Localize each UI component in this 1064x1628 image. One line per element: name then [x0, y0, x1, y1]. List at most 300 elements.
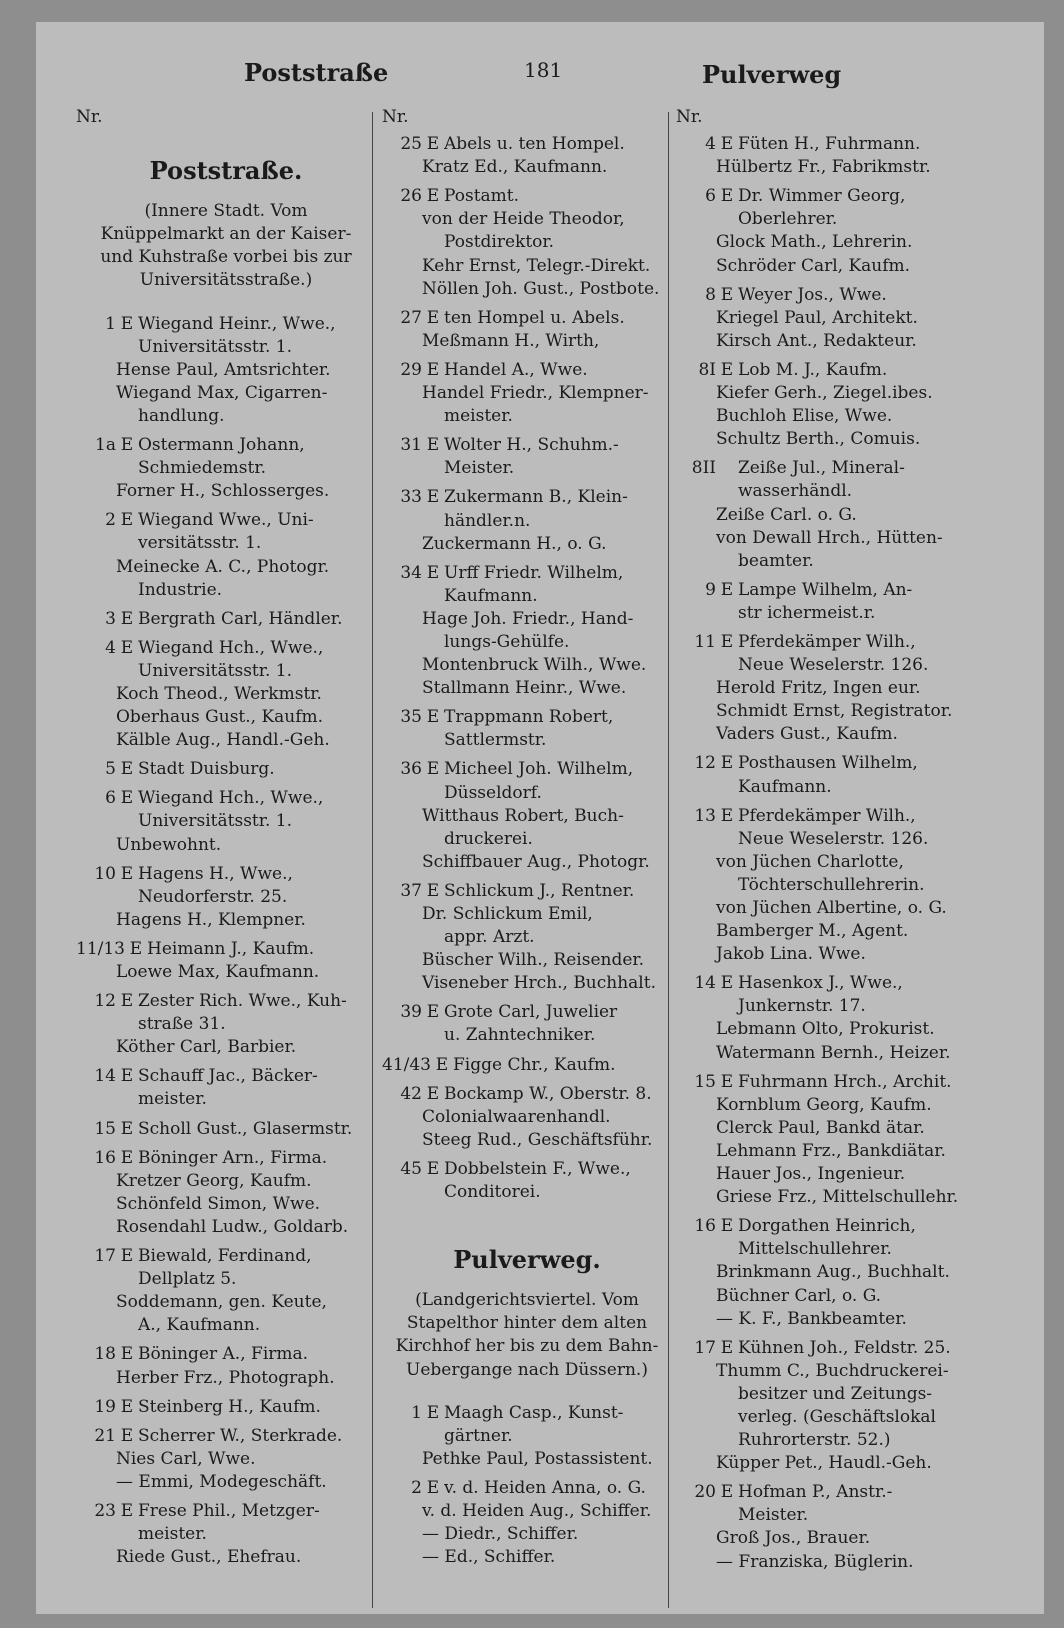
additional-resident: Pethke Paul, Postassistent. — [422, 1448, 653, 1469]
entry-marker: E — [720, 1071, 734, 1092]
address-entry — [382, 486, 672, 555]
additional-resident: Viseneber Hrch., Buchhalt. — [422, 973, 656, 994]
additional-resident: Büscher Wilh., Reisender. — [422, 950, 645, 971]
entry-head — [676, 579, 1010, 602]
entry-continuation: str ichermeist.r. — [738, 602, 876, 623]
house-number: 20 — [694, 1482, 716, 1503]
entry-marker: E — [120, 1500, 134, 1521]
additional-resident: Thumm C., Buchdruckerei- — [716, 1360, 949, 1381]
address-entry — [76, 1118, 376, 1141]
resident-name: Wiegand Hch., Wwe., — [138, 788, 324, 809]
entry-head — [76, 1396, 376, 1419]
resident-name: Böninger Arn., Firma. — [138, 1147, 328, 1168]
additional-resident: von Jüchen Charlotte, — [716, 851, 904, 872]
entry-marker: E — [426, 1477, 440, 1498]
additional-resident: von der Heide Theodor, — [422, 209, 625, 230]
entry-head — [76, 990, 376, 1013]
resident-name: Weyer Jos., Wwe. — [738, 284, 887, 305]
additional-resident: Köther Carl, Barbier. — [116, 1037, 297, 1058]
house-number: 23 — [94, 1500, 116, 1521]
entry-head — [382, 307, 672, 330]
entry-marker: E — [120, 1344, 134, 1365]
house-number: 1 — [411, 1402, 422, 1423]
house-number: 36 — [400, 759, 422, 780]
resident-name: Urff Friedr. Wilhelm, — [444, 562, 624, 583]
additional-resident: Schiffbauer Aug., Photogr. — [422, 851, 650, 872]
additional-resident: Kälble Aug., Handl.-Geh. — [116, 730, 330, 751]
entry-continuation: Neue Weselerstr. 126. — [738, 655, 929, 676]
additional-resident: Steeg Rud., Geschäftsführ. — [422, 1129, 653, 1150]
entry-marker: E — [426, 1083, 440, 1104]
entry-head — [76, 938, 376, 961]
address-entry — [382, 880, 672, 995]
entry-marker: E — [426, 186, 440, 207]
entry-head — [676, 457, 1010, 480]
additional-resident: Nöllen Joh. Gust., Postbote. — [422, 278, 660, 299]
house-number: 12 — [694, 753, 716, 774]
entry-marker: E — [720, 1216, 734, 1237]
address-entry — [76, 990, 376, 1059]
entry-head — [76, 787, 376, 810]
entry-continuation: Junkernstr. 17. — [738, 996, 866, 1017]
entry-marker: E — [426, 1158, 440, 1179]
entry-continuation: druckerei. — [444, 828, 533, 849]
nr-label: Nr. — [76, 107, 103, 127]
address-entry — [676, 1337, 1010, 1476]
entry-continuation: appr. Arzt. — [444, 927, 535, 948]
entry-head — [76, 1425, 376, 1448]
entry-marker: E — [720, 134, 734, 155]
additional-resident: Brinkmann Aug., Buchhalt. — [716, 1262, 950, 1283]
additional-resident: Handel Friedr., Klempner- — [422, 383, 649, 404]
house-number: 12 — [94, 991, 116, 1012]
additional-resident: Vaders Gust., Kaufm. — [716, 724, 898, 745]
entry-continuation: A., Kaufmann. — [138, 1315, 261, 1336]
house-number: 15 — [694, 1071, 716, 1092]
resident-name: Ostermann Johann, — [138, 435, 305, 456]
address-entry — [76, 758, 376, 781]
additional-resident: Herold Fritz, Ingen eur. — [716, 678, 921, 699]
entry-marker: E — [120, 1246, 134, 1267]
entry-marker: E — [120, 991, 134, 1012]
entry-head — [76, 1118, 376, 1141]
house-number: 9 — [705, 579, 716, 600]
address-entry — [676, 631, 1010, 746]
address-entry — [382, 1158, 672, 1204]
entry-continuation: gärtner. — [444, 1425, 513, 1446]
entry-continuation: beamter. — [738, 550, 814, 571]
entry-head — [676, 1071, 1010, 1094]
additional-resident: Kirsch Ant., Redakteur. — [716, 330, 917, 351]
resident-name: Scholl Gust., Glasermstr. — [138, 1118, 353, 1139]
house-number: 11 — [694, 631, 716, 652]
resident-name: Hasenkox J., Wwe., — [738, 973, 903, 994]
entry-head — [76, 1500, 376, 1523]
entry-marker: E — [720, 1337, 734, 1358]
entry-continuation: verleg. (Geschäftslokal — [738, 1406, 936, 1427]
entry-marker: E — [426, 1002, 440, 1023]
entry-head — [382, 706, 672, 729]
resident-name: Wiegand Heinr., Wwe., — [138, 313, 336, 334]
additional-resident: Montenbruck Wilh., Wwe. — [422, 655, 647, 676]
resident-name: Zester Rich. Wwe., Kuh- — [138, 991, 347, 1012]
additional-resident: Unbewohnt. — [116, 834, 222, 855]
house-number: 2 — [105, 510, 116, 531]
entry-head — [382, 1001, 672, 1024]
additional-resident: Kiefer Gerh., Ziegel.ibes. — [716, 383, 933, 404]
entry-marker: E — [720, 284, 734, 305]
entry-head — [676, 359, 1010, 382]
additional-resident: Jakob Lina. Wwe. — [716, 944, 866, 965]
entry-continuation: händler.n. — [444, 510, 531, 531]
additional-resident: Kornblum Georg, Kaufm. — [716, 1094, 932, 1115]
address-entry — [382, 133, 672, 179]
entry-continuation: Neudorferstr. 25. — [138, 886, 288, 907]
additional-resident: Witthaus Robert, Buch- — [422, 805, 624, 826]
address-entry — [76, 1065, 376, 1111]
column-1 — [76, 106, 376, 1575]
additional-resident: Zuckermann H., o. G. — [422, 533, 607, 554]
address-entry — [382, 185, 672, 300]
resident-name: Abels u. ten Hompel. — [444, 134, 625, 155]
address-entry — [76, 1343, 376, 1389]
entry-head — [382, 880, 672, 903]
additional-resident: — Emmi, Modegeschäft. — [116, 1471, 327, 1492]
entry-continuation: Meister. — [444, 458, 515, 479]
section-title-poststrasse: Poststraße. — [149, 156, 303, 186]
address-entry — [76, 863, 376, 932]
entry-continuation: wasserhändl. — [738, 481, 853, 502]
address-entry — [676, 284, 1010, 353]
entry-continuation: Universitätsstr. 1. — [138, 336, 293, 357]
house-number: 37 — [400, 880, 422, 901]
entry-continuation: Universitätsstr. 1. — [138, 811, 293, 832]
entry-head — [76, 434, 376, 457]
entry-continuation: Industrie. — [138, 579, 223, 600]
address-entry — [76, 313, 376, 428]
entry-list — [76, 313, 376, 1570]
additional-resident: Meßmann H., Wirth, — [422, 330, 600, 351]
entry-marker: E — [120, 313, 134, 334]
page-number: 181 — [524, 58, 563, 82]
entry-list — [676, 133, 1010, 1574]
additional-resident: Wiegand Max, Cigarren- — [116, 382, 328, 403]
entry-head — [76, 1147, 376, 1170]
entry-continuation: Kaufmann. — [444, 585, 538, 606]
entry-head — [382, 359, 672, 382]
additional-resident: Hage Joh. Friedr., Hand- — [422, 608, 634, 629]
additional-resident: von Dewall Hrch., Hütten- — [716, 527, 943, 548]
entry-marker: E — [426, 307, 440, 328]
house-number: 31 — [400, 435, 422, 456]
house-number: 8 — [705, 284, 716, 305]
entry-marker: E — [120, 788, 134, 809]
address-entry — [676, 805, 1010, 967]
entry-marker: E — [435, 1054, 449, 1075]
entry-continuation: lungs-Gehülfe. — [444, 631, 570, 652]
entry-marker — [716, 457, 738, 480]
house-number: 25 — [400, 134, 422, 155]
address-entry — [76, 637, 376, 752]
house-number: 16 — [94, 1147, 116, 1168]
entry-marker: E — [120, 1396, 134, 1417]
entry-head — [382, 434, 672, 457]
additional-resident: Riede Gust., Ehefrau. — [116, 1547, 302, 1568]
column-3 — [676, 106, 1010, 1580]
entry-head — [382, 133, 672, 156]
entry-marker: E — [426, 359, 440, 380]
entry-continuation: Neue Weselerstr. 126. — [738, 828, 929, 849]
address-entry — [676, 1071, 1010, 1210]
address-entry — [382, 1083, 672, 1152]
entry-head — [676, 1215, 1010, 1238]
house-number: 2 — [411, 1477, 422, 1498]
entry-head — [76, 1065, 376, 1088]
entry-marker: E — [120, 1066, 134, 1087]
additional-resident: Kehr Ernst, Telegr.-Direkt. — [422, 255, 651, 276]
house-number: 4 — [705, 134, 716, 155]
directory-page — [36, 22, 1044, 1614]
resident-name: Pferdekämper Wilh., — [738, 631, 916, 652]
house-number: 19 — [94, 1396, 116, 1417]
entry-continuation: Dellplatz 5. — [138, 1269, 237, 1290]
house-number: 6 — [705, 186, 716, 207]
additional-resident: Meinecke A. C., Photogr. — [116, 556, 330, 577]
address-entry — [382, 562, 672, 701]
house-number: 39 — [400, 1002, 422, 1023]
house-number: 17 — [694, 1337, 716, 1358]
additional-resident: v. d. Heiden Aug., Schiffer. — [422, 1500, 652, 1521]
entry-marker: E — [129, 938, 143, 959]
additional-resident: Colonialwaarenhandl. — [422, 1106, 611, 1127]
entry-head — [382, 1477, 672, 1500]
entry-continuation: Sattlermstr. — [444, 730, 547, 751]
address-entry — [382, 1477, 672, 1569]
additional-resident: — Franziska, Büglerin. — [716, 1551, 914, 1572]
address-entry — [676, 579, 1010, 625]
entry-continuation: Universitätsstr. 1. — [138, 660, 293, 681]
entry-continuation: Schmiedemstr. — [138, 458, 267, 479]
entry-marker: E — [120, 1147, 134, 1168]
entry-head — [676, 1481, 1010, 1504]
entry-marker: E — [120, 1425, 134, 1446]
nr-label: Nr. — [676, 107, 703, 127]
resident-name: Kühnen Joh., Feldstr. 25. — [738, 1337, 951, 1358]
address-entry — [676, 457, 1010, 572]
additional-resident: Griese Frz., Mittelschullehr. — [716, 1187, 959, 1208]
resident-name: Lampe Wilhelm, An- — [738, 579, 913, 600]
house-number: 41/43 — [382, 1054, 431, 1075]
entry-marker: E — [426, 759, 440, 780]
resident-name: Frese Phil., Metzger- — [138, 1500, 320, 1521]
house-number: 6 — [105, 788, 116, 809]
entry-marker: E — [426, 562, 440, 583]
address-entry — [76, 1425, 376, 1494]
house-number: 27 — [400, 307, 422, 328]
address-entry — [382, 359, 672, 428]
entry-marker: E — [120, 759, 134, 780]
resident-name: Wiegand Hch., Wwe., — [138, 637, 324, 658]
house-number: 1 — [105, 313, 116, 334]
house-number: 5 — [105, 759, 116, 780]
house-number: 8II — [691, 458, 716, 479]
additional-resident: Watermann Bernh., Heizer. — [716, 1042, 951, 1063]
address-entry — [382, 1001, 672, 1047]
additional-resident: Lehmann Frz., Bankdiätar. — [716, 1140, 946, 1161]
additional-resident: Schröder Carl, Kaufm. — [716, 255, 911, 276]
additional-resident: von Jüchen Albertine, o. G. — [716, 898, 947, 918]
entry-head — [382, 1402, 672, 1425]
section-description-pulverweg: (Landgerichtsviertel. Vom Stapelthor hinter dem alten Kirchhof her bis zu dem Bahn-Uebergange nach Düssern.) — [395, 1290, 659, 1380]
entry-marker: E — [120, 510, 134, 531]
entry-head — [676, 284, 1010, 307]
additional-resident: Koch Theod., Werkmstr. — [116, 683, 322, 704]
additional-resident: Kriegel Paul, Architekt. — [716, 307, 918, 328]
entry-head — [76, 608, 376, 631]
resident-name: Stadt Duisburg. — [138, 759, 275, 780]
resident-name: Schlickum J., Rentner. — [444, 880, 635, 901]
resident-name: Scherrer W., Sterkrade. — [138, 1425, 343, 1446]
address-entry — [76, 1245, 376, 1337]
additional-resident: Stallmann Heinr., Wwe. — [422, 678, 627, 699]
address-entry — [382, 1402, 672, 1471]
additional-resident: Zeiße Carl. o. G. — [716, 504, 857, 525]
house-number: 3 — [105, 608, 116, 629]
entry-continuation: Conditorei. — [444, 1182, 541, 1203]
additional-resident: Hense Paul, Amtsrichter. — [116, 359, 331, 380]
entry-continuation: besitzer und Zeitungs- — [738, 1383, 933, 1404]
resident-name: Postamt. — [444, 186, 520, 207]
entry-marker: E — [720, 579, 734, 600]
entry-list — [382, 1402, 672, 1570]
entry-continuation: Meister. — [738, 1505, 809, 1526]
resident-name: Zukermann B., Klein- — [444, 487, 628, 508]
house-number: 8I — [698, 359, 716, 380]
resident-name: Handel A., Wwe. — [444, 359, 588, 380]
running-head — [36, 44, 1044, 89]
house-number: 18 — [94, 1344, 116, 1365]
address-entry — [676, 359, 1010, 451]
house-number: 13 — [694, 805, 716, 826]
resident-name: Figge Chr., Kaufm. — [453, 1054, 616, 1075]
additional-resident: — Diedr., Schiffer. — [422, 1524, 579, 1545]
address-entry — [676, 1481, 1010, 1573]
address-entry — [76, 787, 376, 856]
entry-head — [382, 185, 672, 208]
entry-marker: E — [720, 805, 734, 826]
additional-resident: Lebmann Olto, Prokurist. — [716, 1019, 935, 1040]
house-number: 14 — [94, 1066, 116, 1087]
entry-marker: E — [720, 753, 734, 774]
entry-head — [76, 1343, 376, 1366]
resident-name: Pferdekämper Wilh., — [738, 805, 916, 826]
entry-marker: E — [426, 707, 440, 728]
entry-marker: E — [426, 880, 440, 901]
entry-head — [76, 863, 376, 886]
entry-continuation: Töchterschullehrerin. — [738, 874, 925, 895]
entry-head — [76, 313, 376, 336]
additional-resident: — K. F., Bankbeamter. — [716, 1308, 907, 1329]
entry-marker: E — [426, 435, 440, 456]
entry-marker: E — [120, 637, 134, 658]
house-number: 4 — [105, 637, 116, 658]
resident-name: Lob M. J., Kaufm. — [738, 359, 888, 380]
resident-name: Maagh Casp., Kunst- — [444, 1402, 624, 1423]
address-entry — [382, 434, 672, 480]
resident-name: Trappmann Robert, — [444, 707, 614, 728]
address-entry — [676, 972, 1010, 1064]
entry-continuation: meister. — [138, 1524, 207, 1545]
additional-resident: Rosendahl Ludw., Goldarb. — [116, 1216, 349, 1237]
entry-continuation: Ruhrorterstr. 52.) — [738, 1430, 891, 1451]
house-number: 21 — [94, 1425, 116, 1446]
entry-marker: E — [720, 631, 734, 652]
entry-head — [382, 1158, 672, 1181]
entry-head — [382, 758, 672, 781]
additional-resident: Groß Jos., Brauer. — [716, 1528, 871, 1549]
entry-head — [382, 1054, 672, 1077]
house-number: 33 — [400, 487, 422, 508]
address-entry — [76, 1147, 376, 1239]
resident-name: Böninger A., Firma. — [138, 1344, 309, 1365]
entry-head — [382, 486, 672, 509]
additional-resident: Hülbertz Fr., Fabrikmstr. — [716, 157, 931, 178]
address-entry — [76, 509, 376, 601]
additional-resident: Küpper Pet., Haudl.-Geh. — [716, 1453, 932, 1474]
additional-resident: Schultz Berth., Comuis. — [716, 429, 921, 450]
resident-name: Schauff Jac., Bäcker- — [138, 1066, 318, 1087]
entry-continuation: u. Zahntechniker. — [444, 1025, 596, 1046]
additional-resident: Schmidt Ernst, Registrator. — [716, 701, 953, 722]
additional-resident: Clerck Paul, Bankd ätar. — [716, 1117, 925, 1138]
entry-continuation: Düsseldorf. — [444, 782, 542, 803]
running-head-right: Pulverweg — [702, 60, 842, 89]
resident-name: Hagens H., Wwe., — [138, 863, 293, 884]
address-entry — [676, 752, 1010, 798]
entry-list — [382, 133, 672, 1204]
house-number: 17 — [94, 1246, 116, 1267]
house-number: 15 — [94, 1118, 116, 1139]
house-number: 10 — [94, 863, 116, 884]
address-entry — [76, 434, 376, 503]
entry-marker: E — [120, 435, 134, 456]
resident-name: Grote Carl, Juwelier — [444, 1002, 618, 1023]
entry-head — [76, 509, 376, 532]
entry-head — [676, 972, 1010, 995]
resident-name: Bockamp W., Oberstr. 8. — [444, 1083, 652, 1104]
entry-head — [676, 631, 1010, 654]
entry-marker: E — [720, 186, 734, 207]
house-number: 34 — [400, 562, 422, 583]
address-entry — [676, 1215, 1010, 1330]
entry-head — [676, 133, 1010, 156]
column-2 — [382, 106, 672, 1575]
additional-resident: Kretzer Georg, Kaufm. — [116, 1170, 312, 1191]
entry-continuation: versitätsstr. 1. — [138, 533, 262, 554]
resident-name: Dr. Wimmer Georg, — [738, 186, 906, 207]
address-entry — [382, 307, 672, 353]
additional-resident: Bamberger M., Agent. — [716, 921, 909, 942]
additional-resident: Kratz Ed., Kaufmann. — [422, 157, 608, 178]
house-number: 45 — [400, 1158, 422, 1179]
running-head-left: Poststraße — [244, 58, 389, 87]
additional-resident: — Ed., Schiffer. — [422, 1547, 556, 1568]
additional-resident: Hagens H., Klempner. — [116, 909, 306, 930]
entry-continuation: meister. — [138, 1089, 207, 1110]
section-title-pulverweg: Pulverweg. — [453, 1245, 601, 1275]
additional-resident: Dr. Schlickum Emil, — [422, 904, 593, 924]
additional-resident: Nies Carl, Wwe. — [116, 1448, 256, 1469]
